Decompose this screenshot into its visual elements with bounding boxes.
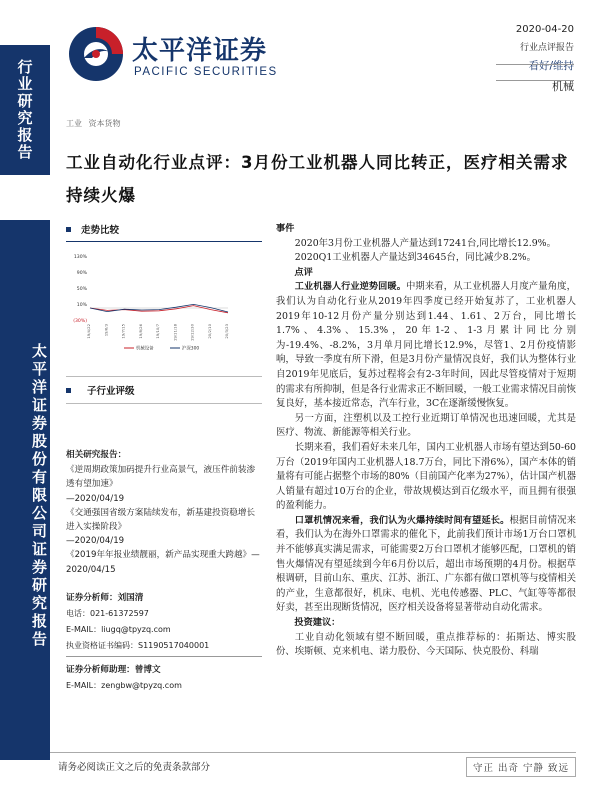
x-tick-label: 19/4/22: [86, 324, 91, 339]
sub-industry-heading: [66, 383, 262, 397]
footer-divider: [50, 752, 576, 753]
analyst-name: 证券分析师：刘国清: [66, 592, 144, 603]
related-report-date: —2020/04/19: [66, 536, 125, 547]
bullet-square-icon: [66, 388, 71, 393]
y-tick-label: 10%: [76, 303, 87, 308]
bullet-square-icon: [66, 227, 71, 232]
analyst-divider: [66, 656, 262, 657]
sector-name: 机械: [552, 80, 574, 93]
analyst-email[interactable]: E-MAIL：liugq@tpyzq.com: [66, 624, 171, 634]
trend-heading-label: 走势比较: [81, 225, 120, 236]
report-type: 行业点评报告: [519, 43, 574, 53]
related-heading: 相关研究报告：: [66, 450, 127, 460]
related-reports: [66, 448, 262, 577]
header-divider: [496, 64, 574, 65]
brand-name-en: PACIFIC SECURITIES: [134, 66, 278, 78]
x-tick-label: 19/6/3: [103, 324, 109, 337]
event-line: 2020Q1工业机器人产量达到34645台，同比减少8.2%。: [294, 252, 536, 264]
x-tick-label: 19/12/30: [189, 324, 195, 342]
paragraph-text: 根据目前情况来看，我们认为在海外口罩需求的催化下，此前我们预计市场1万台口罩机并不能够真实满足需求，可能需要2万台口罩机才能够匹配，口罩机的销售火爆情况有望延续到今年6月份以后，超出市场预期的4月份。根据草根调研，目前山东、重庆、江苏、浙江、广东都有做口罩机等与疫情相关的产业，生意都很好，机床、电机、光电传感器、PLC、气缸等等都很好卖，甚至出现断货情况，医疗相关设备将显著带动自动化需求。: [276, 514, 577, 614]
related-report-item[interactable]: 《2019年年报业绩靓丽，新产品实现重大跨越》—2020/04/15: [66, 550, 260, 575]
footer-disclaimer: 请务必阅读正文之后的免责条款部分: [58, 762, 211, 773]
breadcrumb-item: 资本货物: [88, 119, 121, 128]
x-tick-label: 19/8/26: [137, 324, 143, 339]
report-date: 2020-04-20: [515, 24, 574, 35]
industry-rating: 看好/维持: [528, 60, 574, 72]
trend-heading: [66, 222, 262, 236]
paragraph-robot: [276, 280, 576, 411]
y-tick-label: 90%: [76, 271, 87, 276]
header-divider: [496, 80, 574, 81]
legend-label: 沪深300: [182, 346, 200, 352]
related-report-item[interactable]: 《逆周期政策加码提升行业高景气，液压件前装渗透有望加速》: [66, 465, 256, 490]
paragraph-lead: 口罩机情况来看，我们认为火爆持续时间有望延长。: [294, 514, 510, 526]
assistant-email[interactable]: E-MAIL：zengbw@tpyzq.com: [66, 680, 182, 690]
related-report-item[interactable]: 《交通强国省级方案陆续发布，新基建投资稳增长进入实操阶段》: [66, 507, 256, 533]
section-divider: [66, 241, 262, 242]
sub-industry-label: 子行业评级: [87, 386, 135, 397]
related-report-date: —2020/04/19: [66, 493, 125, 504]
y-tick-label: 130%: [73, 255, 87, 260]
x-tick-label: 20/3/23: [224, 324, 229, 339]
paragraph-mask: [276, 514, 576, 616]
sidebar-report-category: 行业研究报告: [0, 45, 50, 175]
paragraph-injection: 另一方面，注塑机以及工控行业近期订单情况也迅速回暖，尤其是医疗、物流、新能源等相关行业。: [276, 412, 576, 439]
x-tick-label: 19/7/15: [120, 324, 126, 339]
y-tick-label: (30%): [73, 319, 87, 324]
main-body: [276, 222, 576, 660]
paragraph-longterm: 长期来看，我们看好未来几年，国内工业机器人市场有望达到50-60万台（2019年国内工业机器人18.7万台，同比下滑6%），国产本体的销量将有可能占据整个市场的80%（目前国产化率为27%），估计国产机器人销量有超过10万台的企业，带故规模达到百亿级水平，而且拥有很强的盈利能力。: [276, 441, 576, 512]
event-label: 事件: [276, 223, 295, 234]
paragraph-advice: 工业自动化领域有望不断回暖，重点推荐标的：拓斯达、博实股份、埃斯顿、克来机电、诺力股份、今天国际、快克股份、科瑞: [276, 631, 576, 658]
analyst-info: [66, 591, 262, 691]
assistant-name: 证券分析师助理：曾博文: [66, 664, 161, 675]
company-logo: [66, 20, 278, 90]
report-meta: [516, 24, 574, 94]
x-tick-label: 20/2/10: [206, 324, 212, 339]
analyst-license: 执业资格证书编码：S1190517040001: [66, 640, 210, 650]
paragraph-lead: 工业机器人行业逆势回暖。: [294, 281, 406, 293]
left-column: [66, 222, 262, 696]
breadcrumb: [66, 118, 125, 129]
section-divider: [66, 403, 262, 404]
analyst-phone: 电话：021-61372597: [66, 608, 149, 618]
legend-label: 机械设备: [136, 346, 154, 352]
page-title: 工业自动化行业点评：3月份工业机器人同比转正，医疗相关需求持续火爆: [66, 153, 569, 205]
y-tick-label: 50%: [76, 287, 87, 292]
breadcrumb-item: 工业: [66, 119, 82, 128]
footer-motto: 守正 出奇 宁静 致远: [466, 757, 576, 777]
sidebar-company-label: 太平洋证券股份有限公司证券研究报告: [0, 220, 50, 760]
comment-label: 点评: [294, 266, 313, 278]
trend-chart-svg: [66, 248, 262, 356]
event-line: 2020年3月份工业机器人产量达到17241台,同比增长12.9%。: [294, 237, 556, 249]
section-divider: [66, 376, 262, 377]
brand-name-cn: 太平洋证券: [132, 36, 268, 66]
x-tick-label: 19/11/18: [172, 324, 178, 342]
paragraph-text: 中期来看，从工业机器人月度产量角度，我们认为自动化行业从2019年四季度已经开始复苏了，工业机器人2019年10-12月份产量分别达到1.44、1.61、2万台，同比增长1.7%、4.3%、15.3%，20年1-2、1-3月累计同比分别为-19.4%、-8.2%，3月单月同比增长12.9%，尽管1、2月份疫情影响，导致一季度有所下滑，但是3月份产量情况良好，我们认为整体行业自2019年见底后，复苏过程将会有2-3年时间，因此尽管疫情对于短期的需求有所抑制，但是各行业需求正不断回暖，一般工业需求情况目前恢复良好，基本接近常态，汽车行业，3C在逐渐缓慢恢复。: [276, 281, 577, 410]
trend-chart: [66, 248, 262, 356]
x-tick-label: 19/10/7: [155, 324, 160, 339]
logo-mark-icon: [66, 24, 126, 84]
advice-label: 投资建议：: [294, 617, 341, 629]
